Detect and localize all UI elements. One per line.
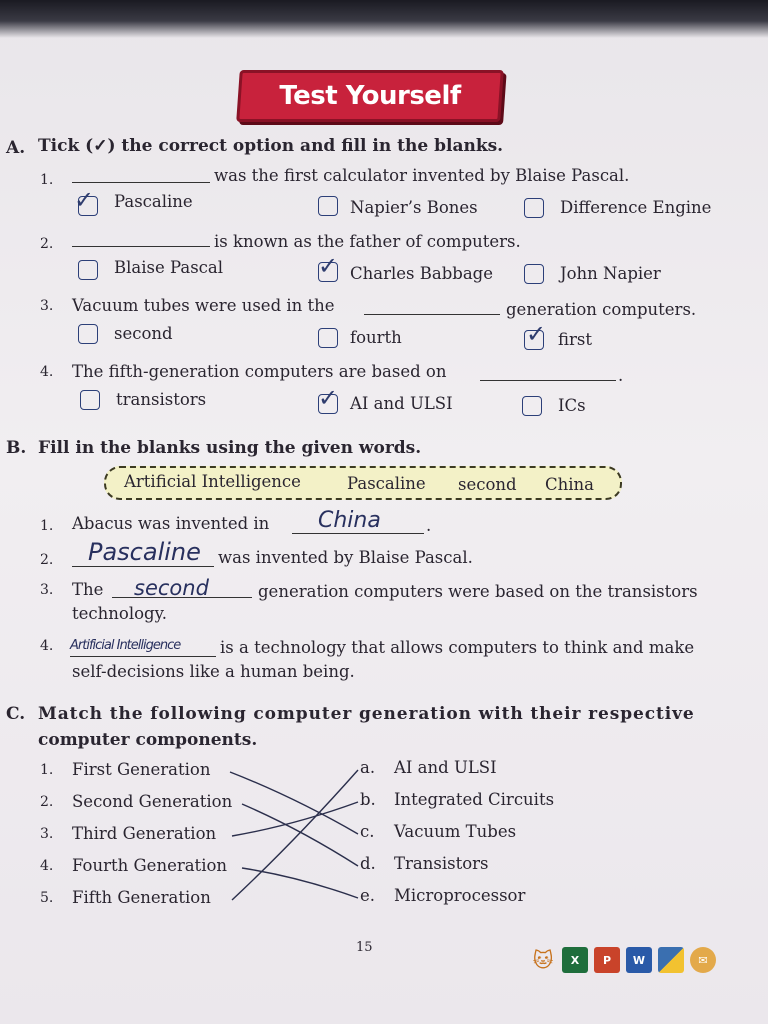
item-text: The bbox=[72, 580, 104, 599]
right-letter: c. bbox=[360, 822, 375, 841]
check-mark-icon: ✓ bbox=[318, 384, 339, 412]
option-label: AI and ULSI bbox=[350, 394, 453, 413]
item-text: Abacus was invented in bbox=[72, 514, 270, 533]
right-letter: d. bbox=[360, 854, 376, 873]
question-text: is known as the father of computers. bbox=[214, 232, 521, 251]
excel-icon: X bbox=[562, 947, 588, 973]
word-bank-item: Pascaline bbox=[347, 474, 426, 493]
section-a-heading: Tick (✓) the correct option and fill in the blanks. bbox=[38, 136, 504, 156]
question-number: 2. bbox=[40, 236, 54, 252]
left-number: 1. bbox=[40, 762, 54, 778]
left-number: 4. bbox=[40, 858, 54, 874]
left-number: 5. bbox=[40, 890, 54, 906]
powerpoint-icon: P bbox=[594, 947, 620, 973]
right-letter: e. bbox=[360, 886, 376, 905]
option-label: Pascaline bbox=[114, 192, 193, 211]
section-c-heading-line2: computer components. bbox=[38, 730, 258, 750]
item-text: generation computers were based on the transistors bbox=[258, 582, 698, 601]
option-label: Difference Engine bbox=[560, 198, 712, 217]
section-a-letter: A. bbox=[6, 138, 26, 158]
section-c-heading: Match the following computer generation with their respective bbox=[38, 704, 695, 724]
question-number: 4. bbox=[40, 364, 54, 380]
right-item: Vacuum Tubes bbox=[394, 822, 517, 841]
left-item: Fourth Generation bbox=[72, 856, 228, 875]
option-label: first bbox=[558, 330, 592, 349]
page-title: Test Yourself bbox=[279, 81, 461, 111]
right-item: Microprocessor bbox=[394, 886, 526, 905]
item-text: is a technology that allows computers to think and make bbox=[220, 638, 695, 657]
right-letter: a. bbox=[360, 758, 376, 777]
check-mark-icon: ✓ bbox=[74, 186, 95, 214]
option-label: transistors bbox=[116, 390, 207, 409]
handwritten-answer: Pascaline bbox=[88, 538, 201, 566]
question-number: 3. bbox=[40, 298, 54, 314]
match-line bbox=[230, 772, 358, 834]
question-text: The fifth-generation computers are based on bbox=[72, 362, 447, 381]
word-icon: W bbox=[626, 947, 652, 973]
right-item: Integrated Circuits bbox=[394, 790, 555, 809]
item-number: 3. bbox=[40, 582, 54, 598]
question-text: generation computers. bbox=[506, 300, 697, 319]
match-line bbox=[242, 804, 358, 866]
python-icon bbox=[658, 947, 684, 973]
check-mark-icon: ✓ bbox=[318, 252, 339, 280]
left-item: Third Generation bbox=[72, 824, 217, 843]
scratch-cat-icon: 🐱 bbox=[532, 948, 554, 972]
left-item: First Generation bbox=[72, 760, 211, 779]
item-text-continued: technology. bbox=[72, 604, 167, 623]
option-label: second bbox=[114, 324, 173, 343]
handwritten-answer: second bbox=[134, 576, 209, 600]
right-item: Transistors bbox=[394, 854, 489, 873]
left-item: Second Generation bbox=[72, 792, 233, 811]
word-bank-item: China bbox=[545, 475, 594, 494]
item-text: was invented by Blaise Pascal. bbox=[218, 548, 473, 567]
question-text: Vacuum tubes were used in the bbox=[72, 296, 335, 315]
left-item: Fifth Generation bbox=[72, 888, 211, 907]
right-letter: b. bbox=[360, 790, 376, 809]
footer-app-icons bbox=[530, 938, 716, 982]
option-label: Charles Babbage bbox=[350, 264, 493, 283]
section-c-letter: C. bbox=[6, 704, 26, 724]
question-number: 1. bbox=[40, 172, 54, 188]
item-number: 1. bbox=[40, 518, 54, 534]
option-label: Blaise Pascal bbox=[114, 258, 224, 277]
left-number: 3. bbox=[40, 826, 54, 842]
option-label: ICs bbox=[558, 396, 586, 415]
option-label: fourth bbox=[350, 328, 402, 347]
match-line bbox=[232, 770, 358, 900]
match-line bbox=[232, 802, 358, 836]
check-mark-icon: ✓ bbox=[526, 320, 547, 348]
item-number: 4. bbox=[40, 638, 54, 654]
match-line bbox=[242, 868, 358, 898]
option-label: John Napier bbox=[560, 264, 661, 283]
item-text-continued: self-decisions like a human being. bbox=[72, 662, 355, 681]
section-b-heading: Fill in the blanks using the given words. bbox=[38, 438, 422, 458]
question-text: was the first calculator invented by Blaise Pascal. bbox=[214, 166, 630, 185]
left-number: 2. bbox=[40, 794, 54, 810]
globe-mail-icon: ✉ bbox=[690, 947, 716, 973]
word-bank-item: Artificial Intelligence bbox=[124, 472, 301, 491]
question-text: . bbox=[618, 366, 624, 385]
item-text: . bbox=[426, 516, 432, 535]
word-bank-item: second bbox=[458, 475, 517, 494]
section-b-letter: B. bbox=[6, 438, 27, 458]
handwritten-answer: Artificial Intelligence bbox=[70, 638, 181, 653]
item-number: 2. bbox=[40, 552, 54, 568]
page-number: 15 bbox=[356, 940, 373, 955]
right-item: AI and ULSI bbox=[394, 758, 497, 777]
option-label: Napier’s Bones bbox=[350, 198, 478, 217]
handwritten-answer: China bbox=[318, 508, 381, 533]
